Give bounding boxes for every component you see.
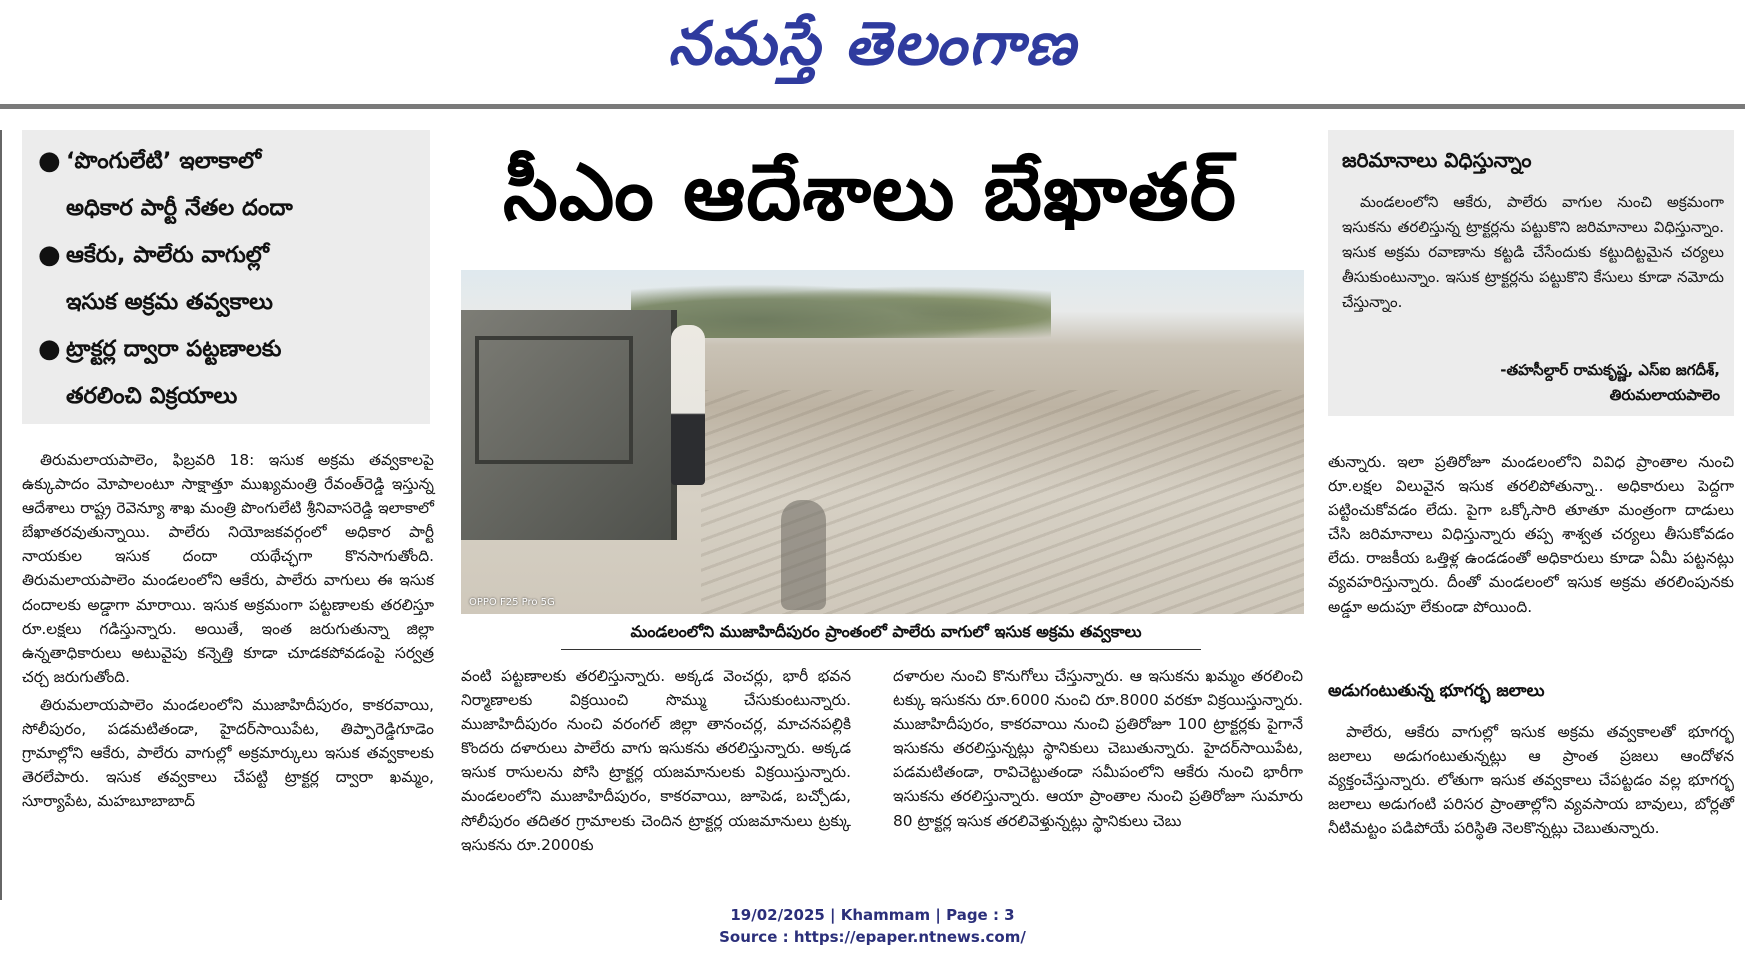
newspaper-logo: నమస్తే తెలంగాణ: [667, 9, 1078, 79]
highlight-item: తరలించి విక్రయాలు: [66, 383, 238, 409]
subsection-paragraph: పాలేరు, ఆకేరు వాగుల్లో ఇసుక అక్రమ తవ్వకాలతో భూగర్భ జలాలు అడుగంటుతున్నట్లు ఆ ప్రాంత ప్రజలు ఆందోళన వ్యక్తంచేస్తున్నారు. లోతుగా ఇసుక తవ్వకాలు చేపట్టడం వల్ల భూగర్భ జలాలు అడుగంటి పరిసర ప్రాంతాల్లోని వ్యవసాయ బావులు, బోర్లతో నీటిమట్టం పడిపోయే పరిస్థితి నెలకొన్నట్లు చెబుతున్నారు.: [1328, 723, 1734, 838]
paragraph: తున్నారు. ఇలా ప్రతిరోజూ మండలంలోని వివిధ ప్రాంతాల నుంచి రూ.లక్షల విలువైన ఇసుక తరలిపోతున్నా.. అధికారులు పెద్దగా పట్టించుకోవడం లేదు. పైగా ఒక్కోసారి తూతూ మంత్రంగా దాడులు చేసి జరిమానాలు విధిస్తున్నారు తప్ప శాశ్వత చర్యలు తీసుకోవడం లేదు. రాజకీయ ఒత్తిళ్ల ఉండడంతో అధికారులు కూడా ఏమీ పట్టనట్లు వ్యవహరిస్తున్నారు. దీంతో మండలంలో ఇసుక అక్రమ తరలింపునకు అడ్డూ అదుపూ లేకుండా పోయింది.: [1328, 453, 1734, 616]
highlight-item: అధికార పార్టీ నేతల దందా: [66, 195, 293, 221]
official-quote-box: [1328, 130, 1734, 416]
article-headline: సీఎం ఆదేశాలు బేఖాతర్: [503, 148, 1237, 238]
article-column-3: [893, 664, 1303, 833]
subheading: అడుగంటుతున్న భూగర్భ జలాలు: [1328, 681, 1545, 701]
photo-person: [671, 325, 705, 485]
article-column-1: [22, 448, 434, 813]
masthead: [0, 0, 1745, 96]
paragraph: తిరుమలాయపాలెం మండలంలోని ముజాహిదీపురం, కాకరవాయి, సోలీపురం, పడమటితండా, హైదర్‌సాయిపేట, తిప్పారెడ్డిగూడెం గ్రామాల్లోని ఆకేరు, పాలేరు వాగుల్లో అక్రమార్కులు ఇసుక తవ్వకాలకు తెరలేపారు. ఇసుక తవ్వకాలు చేపట్టి ట్రాక్టర్ల ద్వారా ఖమ్మం, సూర్యాపేట, మహబూబాబాద్: [22, 695, 434, 811]
news-photo: [461, 270, 1304, 614]
highlights-box: [22, 130, 430, 424]
footer-source-link[interactable]: Source : https://epaper.ntnews.com/: [719, 928, 1026, 946]
page-left-border: [0, 130, 2, 900]
paragraph: వంటి పట్టణాలకు తరలిస్తున్నారు. అక్కడ వెంచర్లు, భారీ భవన నిర్మాణాలకు విక్రయించి సొమ్ము చేసుకుంటున్నారు. ముజాహిదీపురం నుంచి వరంగల్ జిల్లా తానంచర్ల, మాచనపల్లికి కొందరు దళారులు పాలేరు వాగు ఇసుకను తరలిస్తున్నారు. అక్కడ ఇసుక రాసులను పోసి ట్రాక్టర్ల యజమానులకు విక్రయిస్తున్నారు. మండలంలోని ముజాహిదీపురం, కాకరవాయి, జూపెడ, బచ్చోడు, సోలీపురం తదితర గ్రామాలకు చెందిన ట్రాక్టర్ల యజమానులు ట్రక్కు ఇసుకను రూ.2000కు: [461, 667, 851, 854]
masthead-rule: [0, 104, 1745, 109]
highlight-item: ● ట్రాక్టర్ల ద్వారా పట్టణాలకు: [34, 326, 430, 373]
paragraph: దళారుల నుంచి కొనుగోలు చేస్తున్నారు. ఆ ఇసుకను ఖమ్మం తరలించి టక్కు ఇసుకను రూ.6000 నుంచి రూ.8000 వరకూ విక్రయిస్తున్నారు. ముజాహిదీపురం, కాకరవాయి నుంచి ప్రతిరోజూ 100 ట్రాక్టర్లకు పైగానే ఇసుకను తరలిస్తున్నట్లు స్థానికులు చెబుతున్నారు. హైదర్‌సాయిపేట, పడమటితండా, రావిచెట్టుతండా సమీపంలోని ఆకేరు నుంచి భారీగా ఇసుకను తరలిస్తున్నారు. ఆయా ప్రాంతాల నుంచి ప్రతిరోజూ సుమారు 80 ట్రాక్టర్ల ఇసుక తరలివెళ్తున్నట్లు స్థానికులు చెబు: [893, 667, 1303, 830]
photo-tractor-trolley: [461, 310, 677, 540]
article-column-4: [1328, 450, 1734, 619]
photo-shadow: [781, 500, 826, 610]
highlight-item: ఇసుక అక్రమ తవ్వకాలు: [66, 289, 273, 315]
photo-camera-stamp: OPPO F25 Pro 5G: [469, 597, 555, 608]
bullet-icon: ●: [38, 146, 61, 176]
footer-date-edition: 19/02/2025 | Khammam | Page : 3: [730, 906, 1015, 924]
caption-underline: [561, 649, 1201, 650]
paragraph: తిరుమలాయపాలెం, ఫిబ్రవరి 18: ఇసుక అక్రమ తవ్వకాలపై ఉక్కుపాదం మోపాలంటూ సాక్షాత్తూ ముఖ్యమంత్రి రేవంత్‌రెడ్డి ఇస్తున్న ఆదేశాలు రాష్ట్ర రెవెన్యూ శాఖ మంత్రి పొంగులేటి శ్రీనివాసరెడ్డి ఇలాకాలో బేఖాతరవుతున్నాయి. పాలేరు నియోజకవర్గంలో అధికార పార్టీ నాయకుల ఇసుక దందా యథేచ్ఛగా కొనసాగుతోంది. తిరుమలాయపాలెం మండలంలోని ఆకేరు, పాలేరు వాగులు ఈ ఇసుక దందాలకు అడ్డాగా మారాయి. ఇసుక అక్రమంగా పట్టణాలకు తరలిస్తూ రూ.లక్షలు గడిస్తున్నారు. అయితే, ఇంత జరుగుతున్నా జిల్లా ఉన్నతాధికారులు అటువైపు కన్నెత్తి కూడా చూడకపోవడంపై సర్వత్ర చర్చ జరుగుతోంది.: [22, 451, 434, 686]
highlight-item: ● ‘పొంగులేటి’ ఇలాకాలో: [34, 138, 430, 185]
quote-box-body: మండలంలోని ఆకేరు, పాలేరు వాగుల నుంచి అక్రమంగా ఇసుకను తరలిస్తున్న ట్రాక్టర్లను పట్టుకొని జరిమానాలు విధిస్తున్నాం. ఇసుక అక్రమ రవాణాను కట్టడి చేసేందుకు కట్టుదిట్టమైన చర్యలు తీసుకుంటున్నాం. ఇసుక ట్రాక్టర్లను పట్టుకొని కేసులు కూడా నమోదు చేస్తున్నాం.: [1342, 193, 1724, 311]
page-footer: [0, 904, 1745, 948]
quote-box-title: జరిమానాలు విధిస్తున్నాం: [1342, 148, 1532, 172]
bullet-icon: ●: [38, 240, 61, 270]
article-column-2: [461, 664, 851, 857]
bullet-icon: ●: [38, 334, 61, 364]
highlight-item: ● ఆకేరు, పాలేరు వాగుల్లో: [34, 232, 430, 279]
photo-caption: మండలంలోని ముజాహిదీపురం ప్రాంతంలో పాలేరు వాగులో ఇసుక అక్రమ తవ్వకాలు: [630, 622, 1142, 641]
quote-attribution: -తహసీల్దార్ రామకృష్ణ, ఎస్ఐ జగదీశ్, తిరుమలాయపాలెం: [1500, 361, 1720, 404]
